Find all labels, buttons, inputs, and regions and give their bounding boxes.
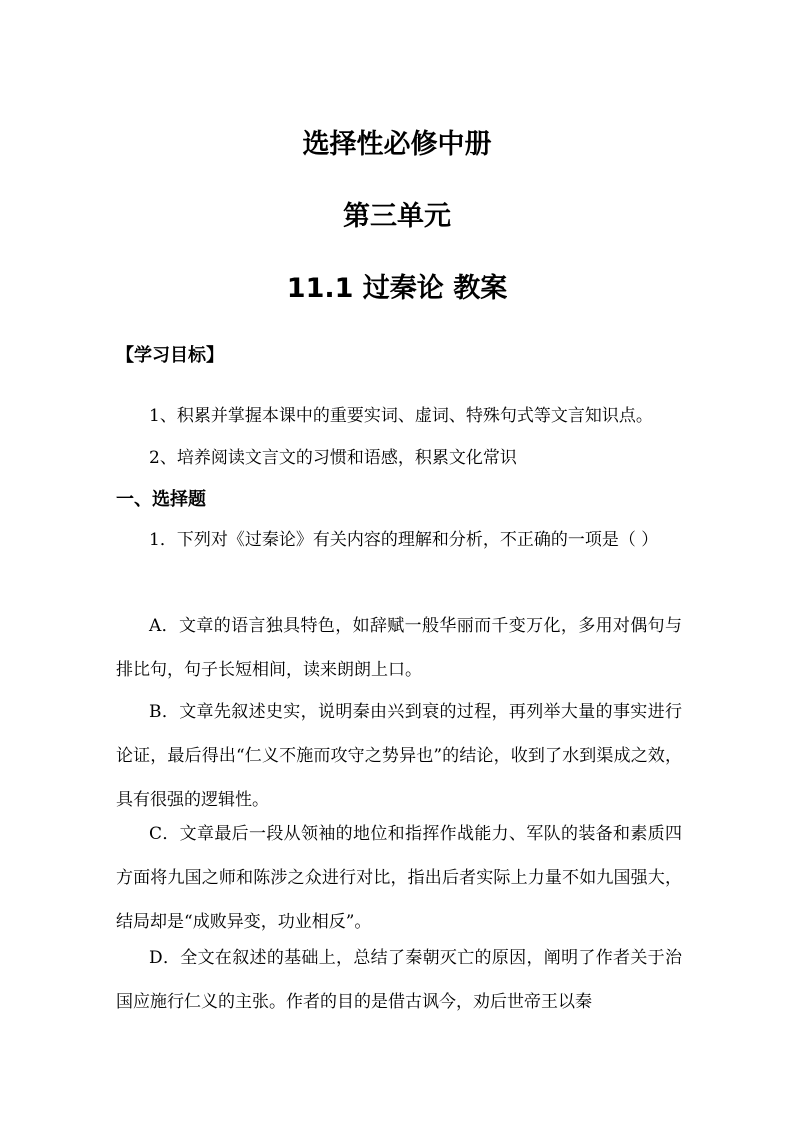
option-b: B．文章先叙述史实，说明秦由兴到衰的过程，再列举大量的事实进行论证，最后得出“仁义不施而攻守之势异也”的结论，收到了水到渠成之效，具有很强的逻辑性。 — [116, 702, 682, 810]
option-a: A．文章的语言独具特色，如辞赋一般华丽而千变万化，多用对偶句与排比句，句子长短相间，读来朗朗上口。 — [116, 616, 682, 680]
multiple-choice-heading: 一、选择题 — [116, 489, 206, 510]
lesson-title: 11.1 过秦论 教案 — [286, 273, 508, 304]
option-d: D．全文在叙述的基础上，总结了秦朝灭亡的原因，阐明了作者关于治国应施行仁义的主张。作者的目的是借古讽今，劝后世帝王以秦 — [116, 948, 682, 1012]
book-title: 选择性必修中册 — [302, 129, 492, 160]
learning-goals-heading: 【学习目标】 — [116, 345, 224, 366]
goal-item: 1、积累并掌握本课中的重要实词、虚词、特殊句式等文言知识点。 — [149, 406, 653, 426]
question-stem: 1．下列对《过秦论》有关内容的理解和分析，不正确的一项是（ ） — [149, 530, 659, 550]
goal-item: 2、培养阅读文言文的习惯和语感，积累文化常识 — [149, 448, 517, 468]
unit-title: 第三单元 — [343, 201, 451, 232]
option-c: C．文章最后一段从领袖的地位和指挥作战能力、军队的装备和素质四方面将九国之师和陈涉之众进行对比，指出后者实际上力量不如九国强大，结局却是“成败异变，功业相反”。 — [116, 824, 682, 932]
